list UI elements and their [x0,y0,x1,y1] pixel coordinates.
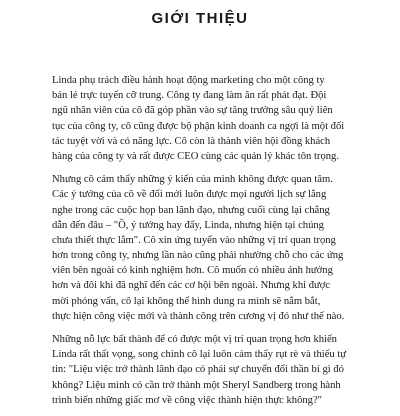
text-line: dẫn đến đâu – "Ồ, ý tưởng hay đấy, Linda, nhưng hiện tại chúng [52,219,324,231]
text-line: tác tuyệt vời và có năng lực. Cô còn là thành viên hội đồng khách [52,135,331,147]
text-line: viên bên ngoài có kinh nghiệm hơn. Cô muốn có nhiều ảnh hưởng [52,265,333,277]
text-line: thực hiện công việc mới và thành công trên cương vị đó như thế nào. [52,310,345,322]
chapter-heading: GIỚI THIỆU [151,10,249,27]
text-line: Linda phụ trách điều hành hoạt động marketing cho một công ty [52,75,325,86]
text-line: không? Liệu mình có cần trở thành một Sheryl Sandberg trong hành [52,379,341,391]
text-line: nghe trong các cuộc họp ban lãnh đạo, nhưng cuối cùng lại chẳng [52,204,330,216]
text-line: Các ý tưởng của cô về đổi mới luôn được mọi người lịch sự lắng [52,189,327,201]
paragraph-3 [52,332,356,408]
text-line: Những nỗ lực bất thành để có được một vị trí quan trọng hơn khiến [52,334,337,345]
text-line: Linda rất thất vọng, song chính cô lại luôn cảm thấy rụt rè và thiếu tự [52,349,347,361]
paragraph-1 [52,73,356,164]
text-line: mời phỏng vấn, cô lại không thể hình dung ra mình sẽ nắm bắt, [52,295,321,307]
text-line: hơn và đôi khi đã nghĩ đến các cơ hội bên ngoài. Nhưng khi được [52,280,331,292]
body-text [52,73,356,416]
text-line: chưa thiết thực lắm". Cô xin ứng tuyển vào những vị trí quan trọng [52,234,336,246]
text-line: hơn trong công ty, nhưng lần nào cũng phải nhường chỗ cho các ứng [52,250,344,262]
text-line: Nhưng cô cảm thấy những ý kiến của mình không được quan tâm. [52,174,333,186]
text-line: trình biến những giấc mơ về công việc thành hiện thực không?" [52,394,323,406]
text-line: ngũ nhân viên của cô đã góp phần vào sự tăng trưởng sâu quý liên [52,105,333,117]
text-line: bán lẻ trực tuyến cỡ trung. Công ty đang làm ăn rất phát đạt. Đội [52,90,327,102]
text-line: hàng của công ty và rất được CEO cùng các quản lý khác tôn trọng. [52,150,339,162]
text-line: tin: "Liệu việc trở thành lãnh đạo có phải sự chuyển đổi thần bí gì đó [52,364,344,376]
text-line: tục của công ty, cô cũng được bộ phận kinh doanh ca ngợi là một đối [52,120,345,132]
paragraph-2 [52,172,356,324]
